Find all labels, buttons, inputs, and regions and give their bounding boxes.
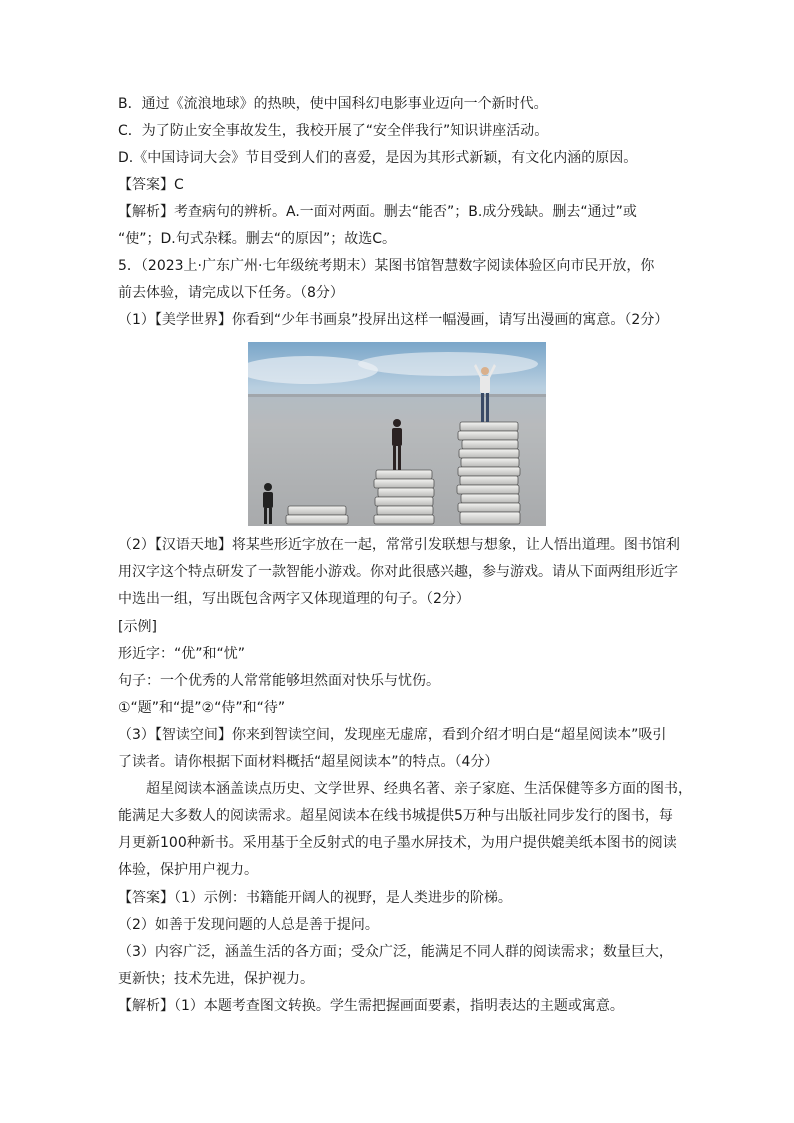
analysis-q4-line1: 【解析】考查病句的辨析。A.一面对两面。删去“能否”；B.成分残缺。删去“通过”或 [118, 204, 637, 220]
example-characters: 形近字：“优”和“忧” [118, 646, 246, 662]
option-b: B．通过《流浪地球》的热映，使中国科幻电影事业迈向一个新时代。 [118, 96, 548, 112]
analysis-q4-line2: “使”；D.句式杂糅。删去“的原因”；故选C。 [118, 231, 397, 247]
task-1-prompt: （1）【美学世界】你看到“少年书画泉”投屏出这样一幅漫画，请写出漫画的寓意。（2分） [118, 312, 669, 328]
option-d: D.《中国诗词大会》节目受到人们的喜爱，是因为其形式新颖，有文化内涵的原因。 [118, 150, 638, 166]
material-line1: 超星阅读本涵盖读点历史、文学世界、经典名著、亲子家庭、生活保健等多方面的图书， [146, 781, 692, 797]
cartoon-illustration [248, 342, 546, 526]
example-sentence: 句子：一个优秀的人常常能够坦然面对快乐与忧伤。 [118, 673, 440, 689]
task-2-line3: 中选出一组，写出既包含两字又体现道理的句子。（2分） [118, 591, 470, 607]
book-stack-small [286, 506, 348, 524]
book-stack-tall [457, 422, 520, 524]
answer-q5-part1: 【答案】（1）示例：书籍能开阔人的视野，是人类进步的阶梯。 [118, 890, 512, 906]
analysis-q5: 【解析】（1）本题考查图文转换。学生需把握画面要素，指明表达的主题或寓意。 [118, 998, 624, 1014]
answer-q5-part3-line1: （3）内容广泛，涵盖生活的各方面；受众广泛，能满足不同人群的阅读需求；数量巨大， [118, 944, 673, 960]
material-line2: 能满足大多数人的阅读需求。超星阅读本在线书城提供5万种与出版社同步发行的图书，每 [118, 808, 673, 824]
character-groups: ①“题”和“提”②“侍”和“待” [118, 700, 286, 716]
answer-q4: 【答案】C [118, 177, 184, 193]
material-line3: 月更新100种新书。采用基于全反射式的电子墨水屏技术，为用户提供媲美纸本图书的阅读 [118, 835, 677, 851]
example-heading: [示例] [118, 619, 157, 635]
material-line4: 体验，保护用户视力。 [118, 862, 258, 878]
task-3-line2: 了读者。请你根据下面材料概括“超星阅读本”的特点。（4分） [118, 754, 499, 770]
book-stack-medium [374, 470, 434, 524]
task-2-line2: 用汉字这个特点研发了一款智能小游戏。你对此很感兴趣，参与游戏。请从下面两组形近字 [118, 564, 678, 580]
answer-q5-part2: （2）如善于发现问题的人总是善于提问。 [118, 917, 379, 933]
option-c: C．为了防止安全事故发生，我校开展了“安全伴我行”知识讲座活动。 [118, 123, 549, 139]
task-3-line1: （3）【智读空间】你来到智读空间，发现座无虚席，看到介绍才明白是“超星阅读本”吸引 [118, 727, 667, 743]
answer-q5-part3-line2: 更新快；技术先进，保护视力。 [118, 971, 314, 987]
task-2-line1: （2）【汉语天地】将某些形近字放在一起，常常引发联想与想象，让人悟出道理。图书馆利 [118, 537, 680, 553]
books-staircase-image [248, 342, 546, 526]
question-5-line2: 前去体验，请完成以下任务。（8分） [118, 285, 344, 301]
question-5-line1: 5．（2023上·广东广州·七年级统考期末）某图书馆智慧数字阅读体验区向市民开放，你 [118, 258, 655, 274]
